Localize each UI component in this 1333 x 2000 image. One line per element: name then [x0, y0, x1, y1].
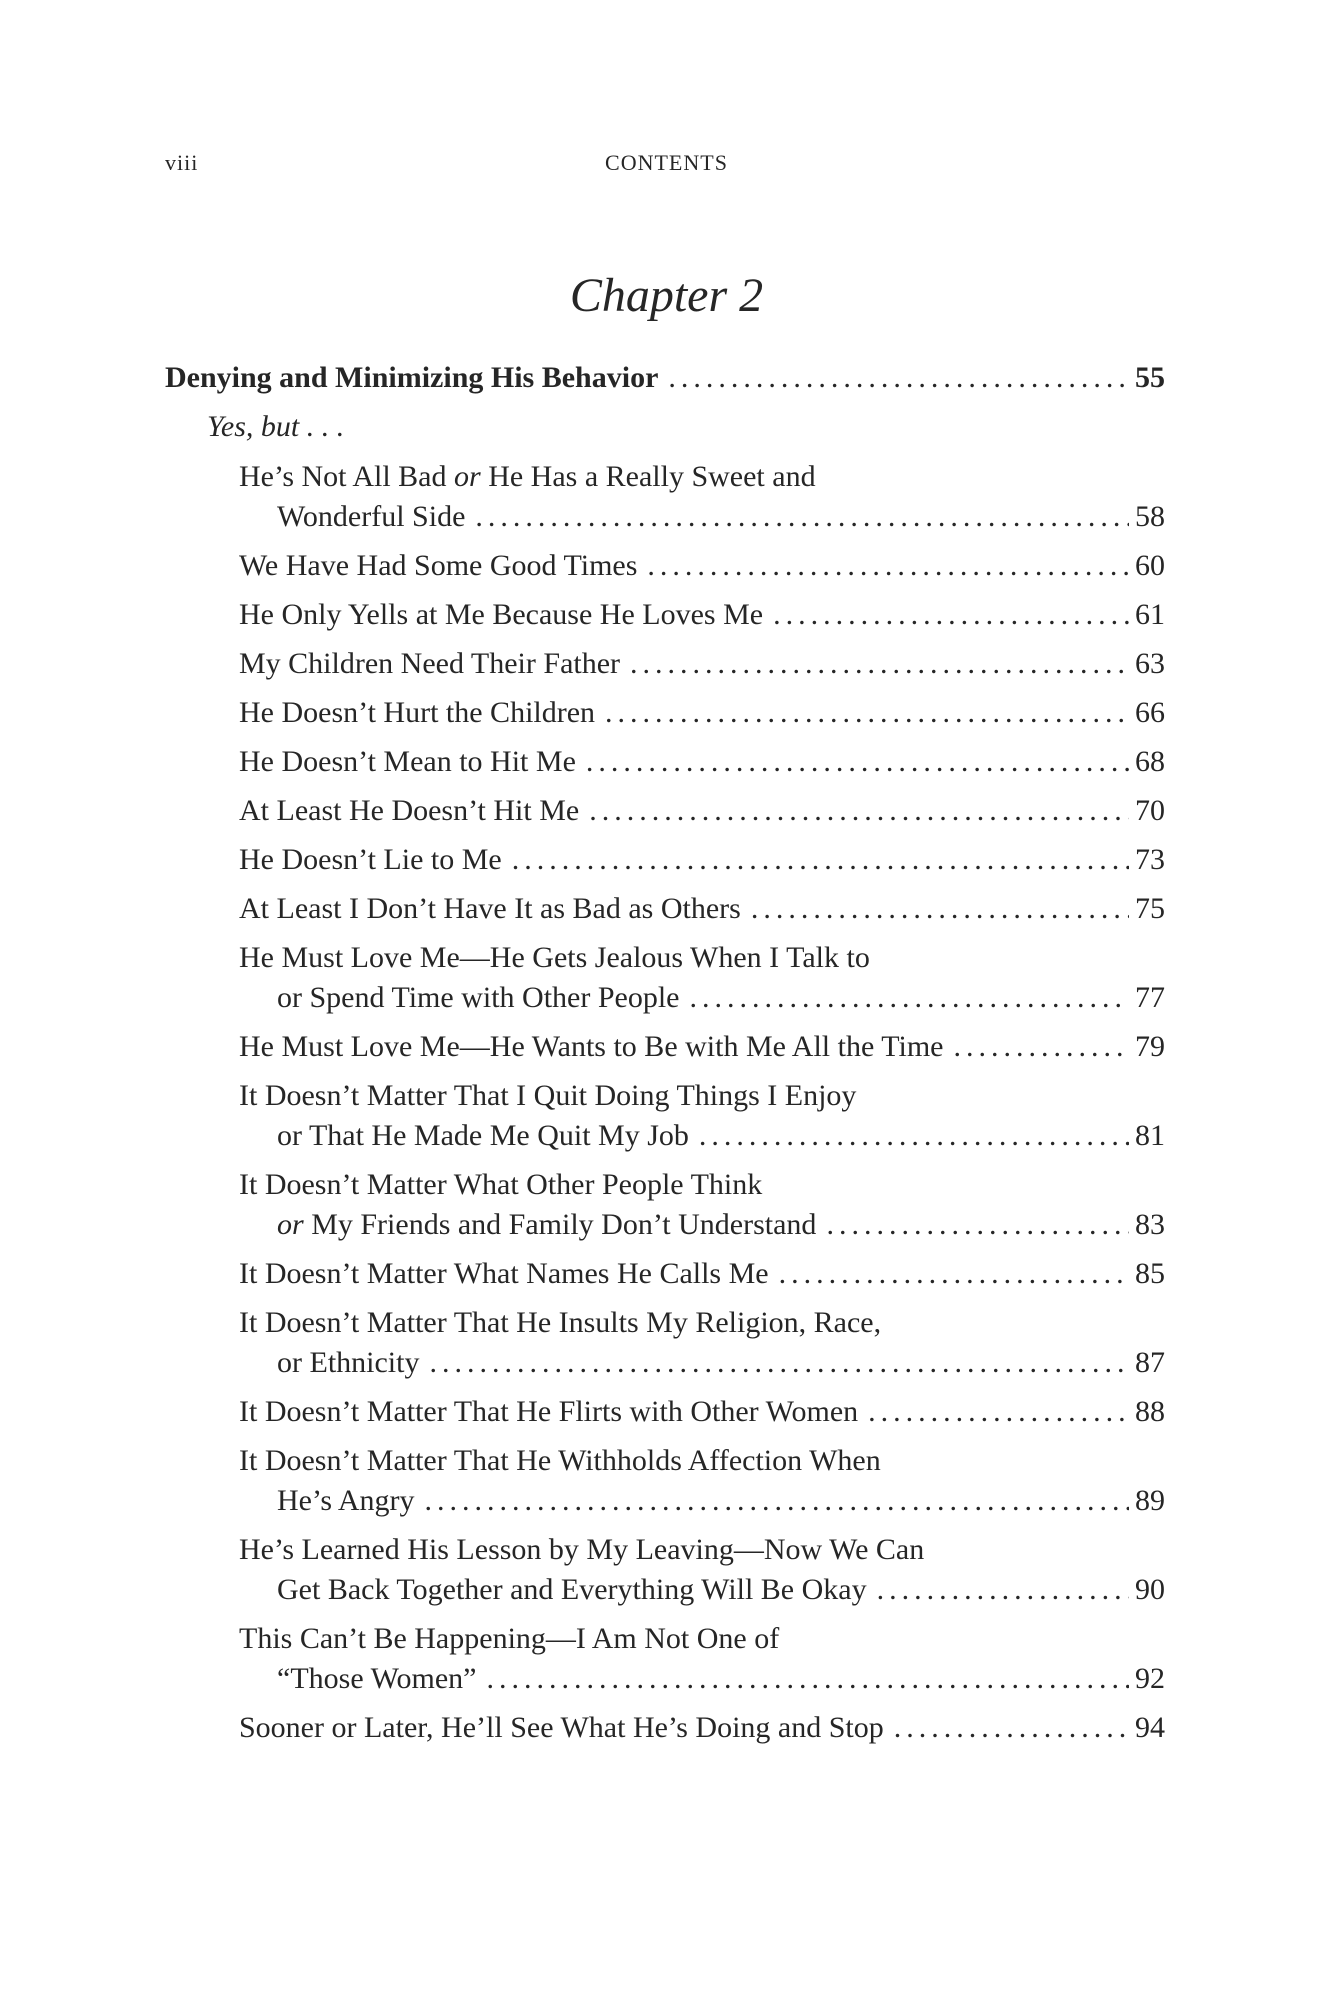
toc-entry-text: He’s Not All Bad	[239, 460, 454, 493]
toc-page-number: 60	[1135, 549, 1165, 582]
dot-leader	[668, 358, 1129, 398]
toc-entry-title-line2: “Those Women”	[277, 1662, 477, 1695]
toc-subsection-heading	[165, 407, 1165, 447]
toc-entry-title-line1: It Doesn’t Matter That He Insults My Religion, Race,	[239, 1306, 882, 1339]
toc-entry-title-line1: This Can’t Be Happening—I Am Not One of	[239, 1622, 780, 1655]
dot-leader	[779, 1254, 1129, 1294]
toc-entry-title-line2: He’s Angry	[277, 1484, 415, 1517]
toc-page-number: 66	[1135, 696, 1165, 729]
toc-page-number: 85	[1135, 1257, 1165, 1290]
toc-entry-title: He Must Love Me—He Wants to Be with Me All the Time	[239, 1030, 944, 1063]
toc-page-number: 90	[1135, 1573, 1165, 1606]
toc-entry-text: My Friends and Family Don’t Understand	[303, 1208, 817, 1241]
toc-page-number: 63	[1135, 647, 1165, 680]
toc-subsection-title: Yes, but . . .	[207, 410, 345, 443]
toc-entry-title: He Only Yells at Me Because He Loves Me	[239, 598, 764, 631]
toc-page-number: 94	[1135, 1711, 1165, 1744]
toc-page-number: 75	[1135, 892, 1165, 925]
toc-entry	[165, 1254, 1165, 1294]
toc-page-number: 58	[1135, 500, 1165, 533]
toc-entry-title-line2: Wonderful Side	[277, 500, 466, 533]
toc-entry-title-line1: He Must Love Me—He Gets Jealous When I Talk to	[239, 941, 870, 974]
toc-page-number: 61	[1135, 598, 1165, 631]
toc-entry	[165, 1027, 1165, 1067]
toc-entry	[165, 644, 1165, 684]
dot-leader	[647, 546, 1129, 586]
dot-leader	[475, 497, 1129, 537]
page-folio: viii	[165, 150, 199, 175]
toc-entry-title: At Least I Don’t Have It as Bad as Others	[239, 892, 741, 925]
toc-entry	[165, 1708, 1165, 1748]
toc-entry-title-line1	[239, 457, 816, 497]
dot-leader	[486, 1659, 1129, 1699]
dot-leader	[512, 840, 1129, 880]
toc-page-number: 87	[1135, 1346, 1165, 1379]
dot-leader	[699, 1116, 1129, 1156]
toc-entry	[165, 791, 1165, 831]
toc-entry-emphasis: or	[277, 1208, 304, 1241]
toc-entry	[165, 889, 1165, 929]
toc-entry	[165, 840, 1165, 880]
running-title: CONTENTS	[605, 150, 728, 175]
dot-leader	[630, 644, 1129, 684]
table-of-contents	[165, 358, 1165, 1757]
toc-entry	[165, 938, 1165, 1018]
toc-entry	[165, 1165, 1165, 1245]
dot-leader	[826, 1205, 1129, 1245]
toc-page-number: 73	[1135, 843, 1165, 876]
toc-entry-title: Denying and Minimizing His Behavior	[165, 361, 659, 394]
dot-leader	[773, 595, 1129, 635]
toc-entry-title-line2: or Spend Time with Other People	[277, 981, 680, 1014]
toc-entry	[165, 1076, 1165, 1156]
toc-entry-title: It Doesn’t Matter That He Flirts with Other Women	[239, 1395, 859, 1428]
toc-entry-title: He Doesn’t Hurt the Children	[239, 696, 596, 729]
toc-page-number: 81	[1135, 1119, 1165, 1152]
dot-leader	[751, 889, 1129, 929]
toc-entry-title: Sooner or Later, He’ll See What He’s Doing and Stop	[239, 1711, 884, 1744]
chapter-heading: Chapter 2	[569, 269, 764, 322]
toc-entry	[165, 1441, 1165, 1521]
toc-entry-title: He Doesn’t Mean to Hit Me	[239, 745, 576, 778]
toc-entry-title-line2: or Ethnicity	[277, 1346, 420, 1379]
dot-leader	[605, 693, 1129, 733]
toc-entry	[165, 457, 1165, 537]
toc-entry	[165, 1392, 1165, 1432]
toc-entry-text: He Has a Really Sweet and	[480, 460, 816, 493]
dot-leader	[429, 1343, 1129, 1383]
dot-leader	[586, 742, 1129, 782]
dot-leader	[894, 1708, 1129, 1748]
toc-entry-emphasis: or	[454, 460, 481, 493]
toc-entry-title: We Have Had Some Good Times	[239, 549, 638, 582]
toc-entry-title-line1: He’s Learned His Lesson by My Leaving—Now We Can	[239, 1533, 925, 1566]
toc-entry-title: He Doesn’t Lie to Me	[239, 843, 502, 876]
toc-entry-title-line1: It Doesn’t Matter That I Quit Doing Things I Enjoy	[239, 1079, 857, 1112]
toc-entry	[165, 1303, 1165, 1383]
toc-page-number: 92	[1135, 1662, 1165, 1695]
toc-page-number: 77	[1135, 981, 1165, 1014]
toc-page-number: 70	[1135, 794, 1165, 827]
toc-page-number: 55	[1135, 361, 1165, 394]
toc-page-number: 68	[1135, 745, 1165, 778]
toc-section-entry	[165, 358, 1165, 398]
toc-entry-title-line1: It Doesn’t Matter That He Withholds Affection When	[239, 1444, 881, 1477]
running-head	[0, 150, 1333, 182]
dot-leader	[877, 1570, 1129, 1610]
toc-page-number: 79	[1135, 1030, 1165, 1063]
toc-entry	[165, 595, 1165, 635]
dot-leader	[690, 978, 1130, 1018]
toc-entry-title-line2: Get Back Together and Everything Will Be Okay	[277, 1573, 867, 1606]
toc-entry	[165, 1619, 1165, 1699]
toc-entry	[165, 742, 1165, 782]
toc-page-number: 89	[1135, 1484, 1165, 1517]
dot-leader	[868, 1392, 1129, 1432]
toc-entry	[165, 546, 1165, 586]
toc-entry-title: At Least He Doesn’t Hit Me	[239, 794, 580, 827]
dot-leader	[425, 1481, 1130, 1521]
toc-entry	[165, 1530, 1165, 1610]
toc-entry-title-line2	[277, 1205, 816, 1245]
toc-entry-title: It Doesn’t Matter What Names He Calls Me	[239, 1257, 769, 1290]
toc-entry-title-line1: It Doesn’t Matter What Other People Think	[239, 1168, 763, 1201]
dot-leader	[589, 791, 1129, 831]
toc-entry-title-line2: or That He Made Me Quit My Job	[277, 1119, 689, 1152]
toc-page-number: 83	[1135, 1208, 1165, 1241]
toc-page-number: 88	[1135, 1395, 1165, 1428]
toc-entry-title: My Children Need Their Father	[239, 647, 621, 680]
dot-leader	[954, 1027, 1129, 1067]
toc-entry	[165, 693, 1165, 733]
